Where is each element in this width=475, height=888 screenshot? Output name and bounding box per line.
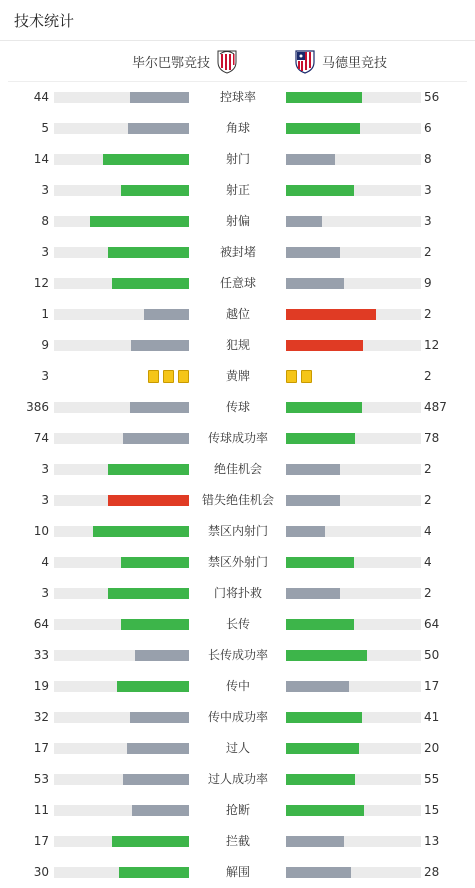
home-stat-bar xyxy=(54,185,189,196)
home-stat-bar xyxy=(54,805,189,816)
away-stat-bar xyxy=(286,650,421,661)
away-stat-bar xyxy=(286,619,421,630)
away-stat-value: 64 xyxy=(424,617,440,631)
stat-label: 传中 xyxy=(225,679,250,693)
stat-label: 犯规 xyxy=(225,338,250,352)
home-stat-bar xyxy=(54,650,189,661)
stat-label: 传球 xyxy=(225,400,250,414)
stat-row xyxy=(0,268,475,299)
away-team[interactable] xyxy=(246,48,387,74)
away-stat-value: 41 xyxy=(424,710,440,724)
stat-row xyxy=(0,454,475,485)
away-stat-bar xyxy=(286,278,421,289)
away-stat-bar xyxy=(286,340,421,351)
away-stat-bar-fill xyxy=(286,402,362,413)
away-stat-value: 2 xyxy=(424,462,432,476)
stat-label: 传球成功率 xyxy=(207,431,268,445)
home-stat-value: 33 xyxy=(33,648,49,662)
home-stat-bar-fill xyxy=(112,278,189,289)
away-stat-value: 3 xyxy=(424,214,432,228)
home-stat-bar xyxy=(54,743,189,754)
home-stat-bar-fill xyxy=(121,557,189,568)
away-stat-bar-fill xyxy=(286,619,354,630)
away-stat-bar xyxy=(286,154,421,165)
home-yellow-cards xyxy=(148,370,189,383)
home-stat-value: 74 xyxy=(33,431,49,445)
away-stat-value: 78 xyxy=(424,431,440,445)
stat-label: 射正 xyxy=(225,183,250,197)
home-stat-bar xyxy=(54,712,189,723)
away-stat-bar-fill xyxy=(286,681,349,692)
away-stat-bar xyxy=(286,402,421,413)
away-stat-bar-fill xyxy=(286,154,335,165)
home-stat-value: 10 xyxy=(33,524,49,538)
yellow-card-icon xyxy=(301,370,312,383)
stat-label: 黄牌 xyxy=(225,369,250,383)
home-stat-value: 32 xyxy=(33,710,49,724)
home-stat-bar-fill xyxy=(130,92,189,103)
away-stat-bar-fill xyxy=(286,464,340,475)
home-stat-bar-fill xyxy=(119,867,189,878)
stat-label: 绝佳机会 xyxy=(213,462,262,476)
stat-row xyxy=(0,733,475,764)
away-stat-bar-fill xyxy=(286,433,355,444)
stat-label: 拦截 xyxy=(225,834,250,848)
home-stat-bar-fill xyxy=(121,185,189,196)
home-stat-bar xyxy=(54,495,189,506)
stat-row xyxy=(0,578,475,609)
away-stat-bar-fill xyxy=(286,247,340,258)
away-stat-bar-fill xyxy=(286,712,362,723)
home-stat-value: 11 xyxy=(33,803,49,817)
athletic-bilbao-crest-icon xyxy=(216,48,238,74)
stat-label: 抢断 xyxy=(225,803,250,817)
atletico-madrid-crest-icon xyxy=(294,48,316,74)
away-stat-bar xyxy=(286,216,421,227)
away-stat-bar xyxy=(286,836,421,847)
away-stat-value: 50 xyxy=(424,648,440,662)
away-stat-value: 15 xyxy=(424,803,440,817)
away-stat-bar-fill xyxy=(286,557,354,568)
home-team[interactable] xyxy=(8,48,246,74)
away-stat-bar-fill xyxy=(286,588,340,599)
away-stat-bar xyxy=(286,433,421,444)
stat-row xyxy=(0,392,475,423)
stat-row xyxy=(0,640,475,671)
away-stat-bar-fill xyxy=(286,743,359,754)
home-stat-value: 17 xyxy=(33,834,49,848)
away-stat-bar-fill xyxy=(286,805,364,816)
home-stat-value: 3 xyxy=(41,586,49,600)
away-stat-value: 56 xyxy=(424,90,440,104)
stat-row xyxy=(0,826,475,857)
away-stat-bar-fill xyxy=(286,123,360,134)
home-stat-bar xyxy=(54,681,189,692)
home-stat-bar-fill xyxy=(93,526,189,537)
away-stat-value: 17 xyxy=(424,679,440,693)
away-stat-value: 2 xyxy=(424,369,432,383)
home-stat-bar xyxy=(54,433,189,444)
stat-label: 传中成功率 xyxy=(207,710,268,724)
away-stat-bar xyxy=(286,309,421,320)
home-stat-bar xyxy=(54,557,189,568)
away-stat-value: 3 xyxy=(424,183,432,197)
away-stat-bar xyxy=(286,774,421,785)
home-team-name: 毕尔巴鄂竞技 xyxy=(131,55,210,71)
away-stat-bar-fill xyxy=(286,278,344,289)
home-stat-value: 5 xyxy=(41,121,49,135)
away-stat-bar-fill xyxy=(286,774,355,785)
home-stat-bar xyxy=(54,774,189,785)
home-stat-value: 64 xyxy=(33,617,49,631)
away-stat-bar xyxy=(286,123,421,134)
stat-row xyxy=(0,175,475,206)
stat-row xyxy=(0,299,475,330)
home-stat-bar xyxy=(54,92,189,103)
away-stat-bar-fill xyxy=(286,867,351,878)
stat-row xyxy=(0,330,475,361)
page-title: 技术统计 xyxy=(14,11,75,30)
home-stat-bar-fill xyxy=(121,619,189,630)
home-stat-value: 17 xyxy=(33,741,49,755)
away-stat-bar xyxy=(286,464,421,475)
away-stat-value: 9 xyxy=(424,276,432,290)
home-stat-bar-fill xyxy=(123,433,189,444)
away-yellow-cards xyxy=(286,370,312,383)
stat-label: 控球率 xyxy=(219,90,256,104)
stat-row xyxy=(0,361,475,392)
stat-label: 越位 xyxy=(225,307,250,321)
stat-row xyxy=(0,485,475,516)
home-stat-bar xyxy=(54,247,189,258)
home-stat-value: 12 xyxy=(33,276,49,290)
stat-row xyxy=(0,423,475,454)
home-stat-bar xyxy=(54,836,189,847)
away-stat-bar xyxy=(286,495,421,506)
teams-row xyxy=(8,41,467,82)
home-stat-value: 19 xyxy=(33,679,49,693)
away-stat-value: 4 xyxy=(424,555,432,569)
home-stat-bar-fill xyxy=(130,712,189,723)
away-stat-bar xyxy=(286,681,421,692)
home-stat-bar xyxy=(54,309,189,320)
home-stat-bar-fill xyxy=(108,495,189,506)
stat-label: 解围 xyxy=(225,865,250,879)
home-stat-bar-fill xyxy=(135,650,189,661)
stat-row xyxy=(0,764,475,795)
away-stat-bar-fill xyxy=(286,185,354,196)
away-stat-value: 13 xyxy=(424,834,440,848)
home-stat-bar-fill xyxy=(90,216,189,227)
stat-label: 射偏 xyxy=(225,214,250,228)
stat-label: 角球 xyxy=(225,121,250,135)
away-stat-bar-fill xyxy=(286,495,340,506)
stat-row xyxy=(0,82,475,113)
home-stat-value: 53 xyxy=(33,772,49,786)
away-stat-value: 55 xyxy=(424,772,440,786)
home-stat-value: 8 xyxy=(41,214,49,228)
home-stat-bar-fill xyxy=(103,154,189,165)
home-stat-bar xyxy=(54,278,189,289)
home-stat-bar-fill xyxy=(108,464,189,475)
home-stat-value: 1 xyxy=(41,307,49,321)
home-stat-value: 9 xyxy=(41,338,49,352)
yellow-card-icon xyxy=(178,370,189,383)
yellow-card-icon xyxy=(286,370,297,383)
home-stat-bar-fill xyxy=(127,743,189,754)
away-stat-bar-fill xyxy=(286,340,363,351)
away-stat-value: 2 xyxy=(424,307,432,321)
away-stat-bar xyxy=(286,805,421,816)
stat-label: 禁区外射门 xyxy=(207,555,268,569)
stat-row xyxy=(0,857,475,888)
stat-row xyxy=(0,516,475,547)
away-stat-bar xyxy=(286,588,421,599)
stat-row xyxy=(0,795,475,826)
yellow-card-icon xyxy=(163,370,174,383)
page-header xyxy=(0,0,475,41)
away-stat-value: 12 xyxy=(424,338,440,352)
stat-label: 任意球 xyxy=(219,276,256,290)
home-stat-bar xyxy=(54,154,189,165)
home-stat-value: 3 xyxy=(41,462,49,476)
away-stat-value: 487 xyxy=(424,400,447,414)
home-stat-bar-fill xyxy=(132,805,189,816)
home-stat-bar-fill xyxy=(144,309,189,320)
home-stat-bar-fill xyxy=(131,340,189,351)
home-stat-value: 4 xyxy=(41,555,49,569)
home-stat-value: 3 xyxy=(41,183,49,197)
away-stat-value: 6 xyxy=(424,121,432,135)
home-stat-bar xyxy=(54,619,189,630)
home-stat-bar xyxy=(54,402,189,413)
home-stat-value: 44 xyxy=(33,90,49,104)
home-stat-bar-fill xyxy=(128,123,189,134)
away-team-name: 马德里竞技 xyxy=(322,55,388,71)
away-stat-bar-fill xyxy=(286,526,325,537)
away-stat-bar xyxy=(286,712,421,723)
away-stat-bar xyxy=(286,526,421,537)
away-stat-bar xyxy=(286,743,421,754)
away-stat-value: 2 xyxy=(424,245,432,259)
stat-row xyxy=(0,237,475,268)
away-stat-bar-fill xyxy=(286,92,362,103)
stat-label: 过人 xyxy=(225,741,250,755)
home-stat-value: 3 xyxy=(41,369,49,383)
stat-label: 错失绝佳机会 xyxy=(201,493,274,507)
away-stat-bar-fill xyxy=(286,216,322,227)
away-stat-value: 20 xyxy=(424,741,440,755)
stat-row xyxy=(0,547,475,578)
away-stat-bar xyxy=(286,92,421,103)
stat-label: 门将扑救 xyxy=(213,586,262,600)
stat-label: 过人成功率 xyxy=(207,772,268,786)
away-stat-bar-fill xyxy=(286,650,367,661)
home-stat-bar xyxy=(54,123,189,134)
away-stat-bar xyxy=(286,247,421,258)
home-stat-bar-fill xyxy=(117,681,189,692)
home-stat-bar-fill xyxy=(130,402,189,413)
home-stat-value: 30 xyxy=(33,865,49,879)
stat-label: 禁区内射门 xyxy=(207,524,268,538)
stat-label: 长传成功率 xyxy=(207,648,268,662)
home-stat-bar xyxy=(54,340,189,351)
home-stat-value: 386 xyxy=(26,400,49,414)
home-stat-value: 3 xyxy=(41,493,49,507)
away-stat-value: 2 xyxy=(424,493,432,507)
away-stat-value: 2 xyxy=(424,586,432,600)
stat-label: 射门 xyxy=(225,152,250,166)
away-stat-value: 28 xyxy=(424,865,440,879)
away-stat-bar xyxy=(286,185,421,196)
away-stat-value: 8 xyxy=(424,152,432,166)
home-stat-bar-fill xyxy=(123,774,189,785)
stat-row xyxy=(0,144,475,175)
stat-row xyxy=(0,113,475,144)
home-stat-bar-fill xyxy=(112,836,189,847)
stat-label: 长传 xyxy=(225,617,250,631)
stats-list xyxy=(0,82,475,888)
stat-row xyxy=(0,671,475,702)
away-stat-bar-fill xyxy=(286,309,376,320)
stat-row xyxy=(0,206,475,237)
home-stat-bar xyxy=(54,464,189,475)
home-stat-bar-fill xyxy=(108,588,189,599)
home-stat-value: 3 xyxy=(41,245,49,259)
away-stat-bar xyxy=(286,867,421,878)
home-stat-bar-fill xyxy=(108,247,189,258)
home-stat-bar xyxy=(54,588,189,599)
stat-label: 被封堵 xyxy=(219,245,256,259)
home-stat-value: 14 xyxy=(33,152,49,166)
stat-row xyxy=(0,609,475,640)
home-stat-bar xyxy=(54,526,189,537)
away-stat-value: 4 xyxy=(424,524,432,538)
away-stat-bar-fill xyxy=(286,836,344,847)
home-stat-bar xyxy=(54,216,189,227)
stat-row xyxy=(0,702,475,733)
yellow-card-icon xyxy=(148,370,159,383)
away-stat-bar xyxy=(286,557,421,568)
home-stat-bar xyxy=(54,867,189,878)
